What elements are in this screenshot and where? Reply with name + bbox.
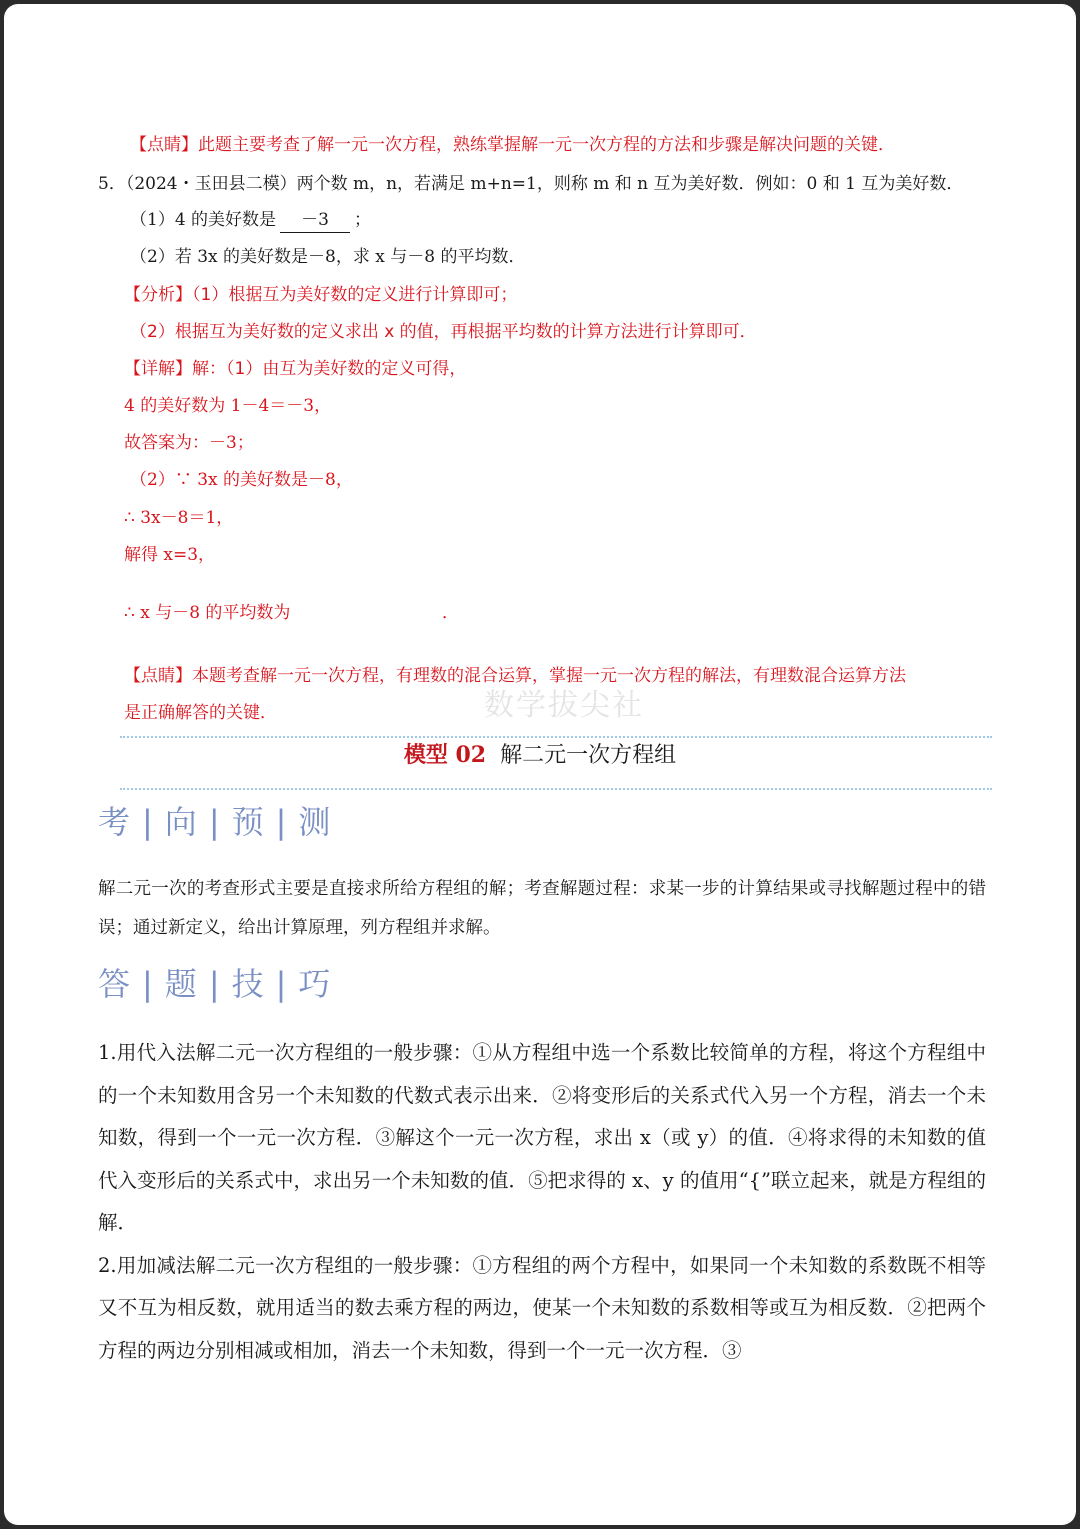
answer-tips-text bbox=[98, 1032, 986, 1372]
exam-forecast-text: 解二元一次的考查形式主要是直接求所给方程组的解；考查解题过程：求某一步的计算结果或寻找解题过程中的错误；通过新定义，给出计算原理，列方程组并求解。 bbox=[98, 879, 986, 938]
heading-char: 考 bbox=[98, 803, 133, 841]
heading-separator: | bbox=[142, 965, 155, 1003]
remark-line-2: 是正确解答的关键． bbox=[124, 703, 277, 723]
watermark: 数学拔尖社 bbox=[484, 688, 644, 723]
detail-line-1: 【详解】解：（1）由互为美好数的定义可得， bbox=[124, 359, 467, 379]
model-title: 解二元一次方程组 bbox=[500, 743, 677, 768]
model-label: 模型 02 bbox=[403, 742, 487, 768]
detail-line-4: （2）∵ 3x 的美好数是－8， bbox=[130, 470, 353, 490]
heading-char: 巧 bbox=[298, 965, 333, 1003]
heading-char: 技 bbox=[231, 965, 266, 1003]
divider-bottom bbox=[120, 788, 992, 790]
document-page bbox=[4, 4, 1076, 1525]
analysis-line-1: 【分析】（1）根据互为美好数的定义进行计算即可； bbox=[124, 285, 518, 305]
detail-line-7-end: ． bbox=[442, 603, 459, 623]
problem5-question-2: （2）若 3x 的美好数是－8，求 x 与－8 的平均数． bbox=[130, 247, 526, 267]
remark-line-1: 【点睛】本题考查解一元一次方程，有理数的混合运算，掌握一元一次方程的解法，有理数混合运算方法 bbox=[124, 666, 906, 686]
tip-2: 2.用加减法解二元一次方程组的一般步骤：①方程组的两个方程中，如果同一个未知数的系数既不相等又不互为相反数，就用适当的数去乘方程的两边，使某一个未知数的系数相等或互为相反数．②把两个方程的两边分别相减或相加，消去一个未知数，得到一个一元一次方程．③ bbox=[98, 1253, 986, 1362]
heading-separator: | bbox=[208, 803, 222, 841]
heading-char: 题 bbox=[164, 965, 199, 1003]
tip-1: 1.用代入法解二元一次方程组的一般步骤：①从方程组中选一个系数比较简单的方程，将这个方程组中的一个未知数用含另一个未知数的代数式表示出来．②将变形后的关系式代入另一个方程，消去一个未知数，得到一个一元一次方程．③解这个一元一次方程，求出 x（或 y）的值．④将求得的未知数的值代入变形后的关系式中，求出另一个未知数的值．⑤把求得的 x、y 的值用“{”联立起来，就是方程组的解． bbox=[98, 1041, 986, 1234]
detail-line-6: 解得 x=3， bbox=[124, 545, 216, 565]
answer-tips-heading bbox=[98, 964, 332, 1004]
problem5-stem: 5．（2024・玉田县二模）两个数 m，n，若满足 m+n=1，则称 m 和 n 互为美好数．例如：0 和 1 互为美好数． bbox=[98, 174, 964, 194]
heading-separator: | bbox=[275, 803, 289, 841]
question-1-prefix: （1）4 的美好数是 bbox=[130, 210, 277, 230]
heading-separator: | bbox=[142, 803, 155, 841]
detail-line-2: 4 的美好数为 1－4＝－3， bbox=[124, 396, 332, 416]
heading-char: 预 bbox=[231, 803, 266, 841]
problem4-remark: 【点睛】此题主要考查了解一元一次方程，熟练掌握解一元一次方程的方法和步骤是解决问题的关键． bbox=[130, 135, 895, 155]
analysis-line-2: （2）根据互为美好数的定义求出 x 的值，再根据平均数的计算方法进行计算即可． bbox=[130, 322, 757, 342]
heading-char: 答 bbox=[98, 965, 133, 1003]
exam-forecast-heading bbox=[98, 802, 332, 842]
question-1-answer-blank: －3 bbox=[280, 208, 350, 233]
heading-separator: | bbox=[208, 965, 222, 1003]
question-1-suffix: ； bbox=[354, 210, 372, 230]
heading-char: 测 bbox=[298, 803, 333, 841]
detail-line-3: 故答案为：－3； bbox=[124, 433, 254, 453]
model-heading bbox=[4, 740, 1076, 771]
heading-separator: | bbox=[275, 965, 289, 1003]
detail-line-5: ∴ 3x－8＝1， bbox=[124, 508, 234, 528]
divider-top bbox=[120, 736, 992, 738]
problem5-question-1 bbox=[130, 208, 371, 233]
heading-char: 向 bbox=[164, 803, 199, 841]
detail-line-7: ∴ x 与－8 的平均数为 bbox=[124, 603, 291, 623]
